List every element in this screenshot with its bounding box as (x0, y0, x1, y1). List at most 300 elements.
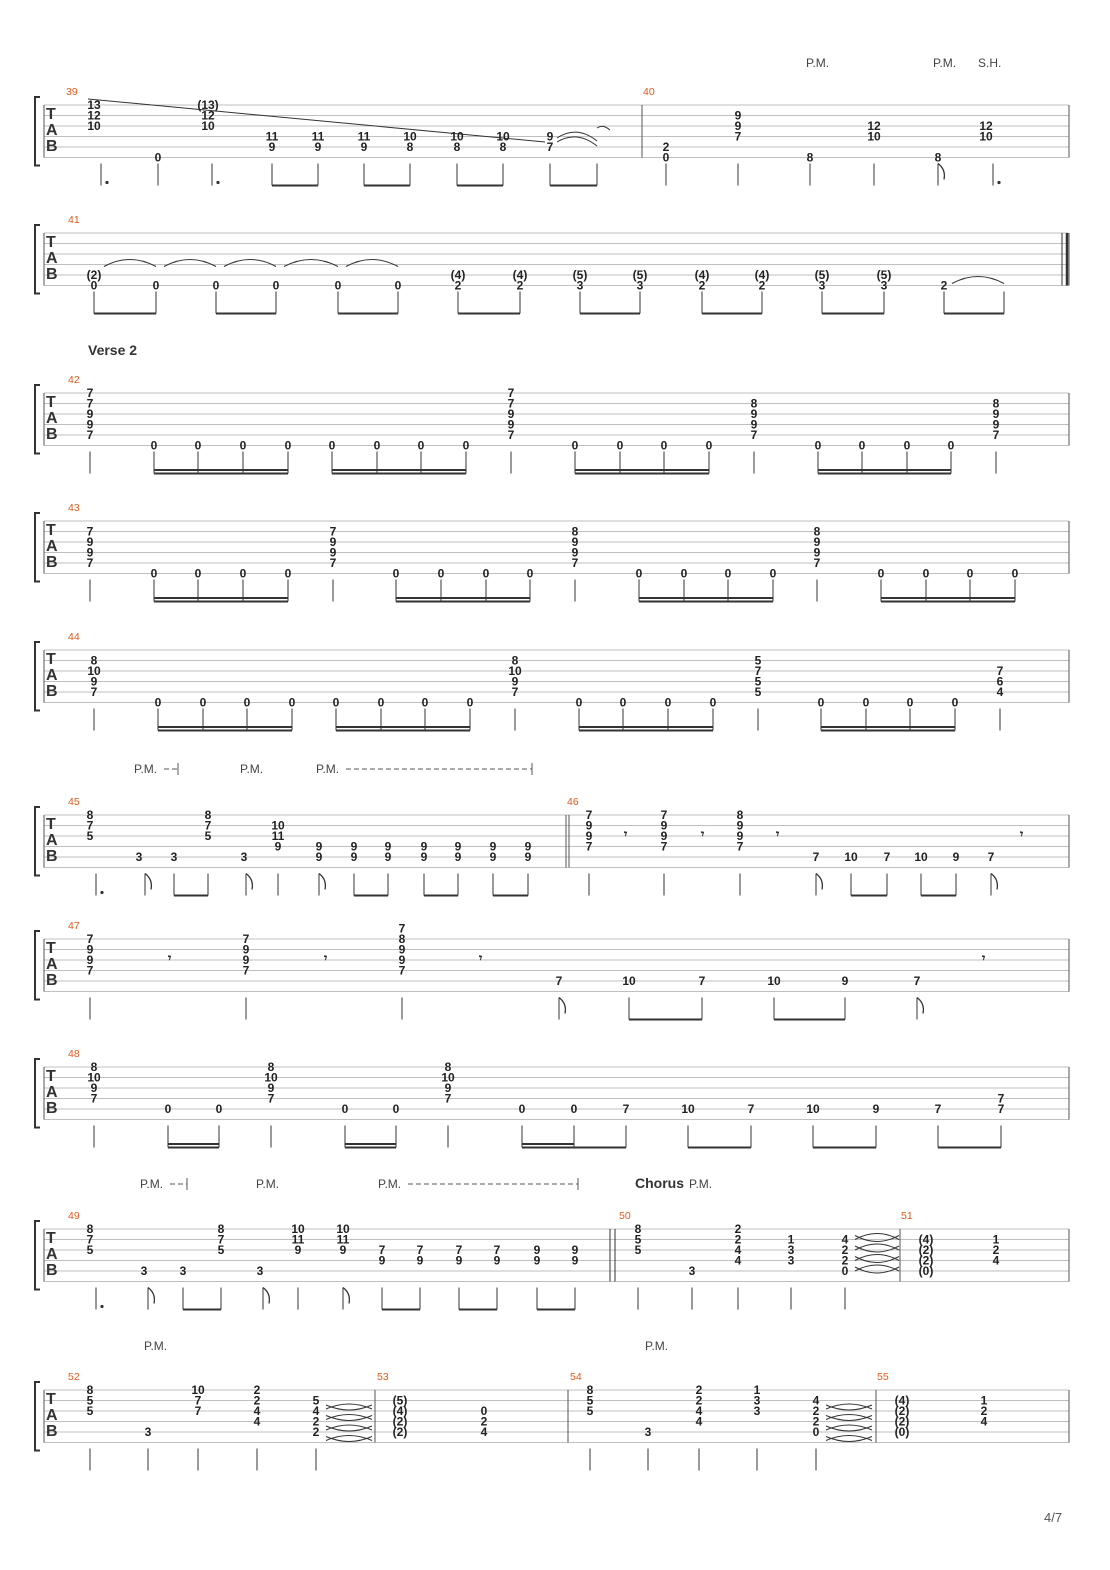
fret-number: 4 (253, 1404, 261, 1418)
fret-number: 2 (992, 1243, 1000, 1257)
fret-number: 7 (750, 428, 758, 442)
fret-number: 8 (267, 1060, 275, 1074)
fret-number: 10 (271, 818, 285, 833)
fret-number: 7 (204, 818, 212, 833)
fret-number: 10 (191, 1383, 205, 1397)
fret-number: 7 (555, 974, 563, 988)
fret-number: 9 (524, 839, 532, 854)
fret-number: 7 (913, 974, 921, 988)
fret-number: 2 (698, 278, 706, 293)
fret-number: 0 (152, 278, 160, 293)
fret-number: 9 (86, 953, 94, 967)
fret-number: 9 (750, 407, 758, 421)
tab-letter-a: A (46, 122, 58, 139)
fret-number: 0 (150, 438, 158, 453)
fret-number: 8 (86, 1383, 94, 1397)
fret-number: 0 (858, 438, 866, 453)
fret-number: 11 (265, 129, 279, 144)
fret-number: 9 (585, 829, 593, 843)
fret-number: 10 (87, 664, 101, 678)
fret-number: 0 (394, 278, 402, 293)
fret-number: 0 (194, 438, 202, 453)
fret-number: 0 (462, 438, 470, 453)
fret-number: 7 (754, 664, 762, 678)
fret-number: 2 (734, 1222, 742, 1236)
staff-bracket (35, 385, 40, 454)
fret-number: 3 (787, 1243, 795, 1257)
fret-number: 2 (695, 1383, 703, 1397)
fret-number: 3 (688, 1264, 696, 1278)
tie (952, 277, 1004, 284)
staff-bracket (35, 1059, 40, 1128)
palm-mute-label: P.M. (933, 56, 957, 70)
fret-number: 0 (526, 566, 534, 581)
fret-number: (5) (876, 268, 892, 282)
fret-number: 12 (201, 108, 215, 123)
fret-number: 10 (403, 129, 417, 144)
fret-number: 8 (406, 140, 414, 154)
palm-mute-label: P.M. (140, 1177, 164, 1191)
fret-number: 0 (215, 1102, 223, 1116)
tab-letter-b: B (46, 683, 58, 700)
tab-letter-t: T (46, 1391, 56, 1408)
tie (826, 1437, 872, 1442)
fret-number: 7 (493, 1243, 501, 1257)
fret-number: 2 (758, 278, 766, 293)
fret-number: 10 (336, 1222, 350, 1236)
dot (105, 181, 108, 184)
fret-number: 0 (570, 1102, 578, 1116)
fret-number: 3 (753, 1404, 761, 1418)
fret-number: 9 (872, 1102, 880, 1116)
tab-letter-a: A (46, 250, 58, 267)
fret-number: 2 (841, 1243, 849, 1257)
palm-mute-label: P.M. (240, 762, 264, 776)
fret-number: 4 (996, 685, 1004, 699)
fret-number: 2 (841, 1253, 849, 1268)
eighth-rest: 𝄾 (776, 827, 780, 841)
measure-number: 52 (68, 1371, 80, 1383)
fret-number: 10 (201, 119, 215, 133)
fret-number: 0 (814, 438, 822, 453)
measure-number: 45 (68, 796, 80, 808)
fret-number: 10 (622, 974, 636, 988)
fret-number: 7 (934, 1102, 942, 1116)
fret-number: 9 (533, 1253, 541, 1268)
staff-bracket (35, 642, 40, 711)
tab-letter-t: T (46, 1230, 56, 1247)
fret-number: 8 (571, 524, 579, 539)
fret-number: 0 (466, 695, 474, 710)
fret-number: 7 (455, 1243, 463, 1257)
fret-number: 9 (546, 129, 554, 144)
fret-number: 3 (644, 1425, 652, 1439)
fret-number: 7 (86, 396, 94, 411)
fret-number: 5 (754, 674, 762, 689)
fret-number: 2 (253, 1383, 261, 1397)
fret-number: 3 (240, 850, 248, 864)
eighth-rest: 𝄾 (168, 951, 172, 965)
fret-number: 9 (533, 1243, 541, 1257)
fret-number: 8 (204, 808, 212, 822)
fret-number: 7 (992, 428, 1000, 442)
fret-number: 10 (264, 1070, 278, 1085)
fret-number: (2) (894, 1404, 910, 1418)
tab-letter-t: T (46, 234, 56, 251)
tab-letter-t: T (46, 940, 56, 957)
fret-number: 10 (767, 974, 781, 988)
fret-number: 9 (329, 535, 337, 549)
fret-number: 8 (453, 140, 461, 154)
fret-number: 9 (314, 140, 322, 154)
fret-number: 0 (272, 278, 280, 293)
fret-number: 8 (217, 1222, 225, 1236)
fret-number: 10 (867, 129, 881, 144)
tab-letter-a: A (46, 1246, 58, 1263)
fret-number: 0 (239, 566, 247, 581)
fret-number: 9 (90, 674, 98, 689)
measure-number: 49 (68, 1210, 80, 1222)
fret-number: 4 (695, 1404, 703, 1418)
palm-mute-label: P.M. (316, 762, 340, 776)
fret-number: 9 (86, 417, 94, 432)
fret-number: (5) (632, 268, 648, 282)
fret-number: 7 (511, 685, 519, 699)
fret-number: (0) (894, 1425, 910, 1439)
fret-number: 9 (813, 545, 821, 560)
fret-number: 9 (378, 1253, 386, 1268)
fret-number: 0 (194, 566, 202, 581)
fret-number: 8 (444, 1060, 452, 1074)
fret-number: 4 (312, 1404, 320, 1418)
tab-letter-t: T (46, 651, 56, 668)
fret-number: 8 (398, 932, 406, 946)
fret-number: 7 (883, 850, 891, 864)
fret-number: 0 (680, 566, 688, 581)
fret-number: 9 (489, 850, 497, 864)
fret-number: 11 (357, 129, 371, 144)
note-flag (816, 874, 822, 890)
fret-number: 10 (508, 664, 522, 678)
tab-letter-b: B (46, 848, 58, 865)
fret-number: 0 (518, 1102, 526, 1116)
fret-number: 5 (586, 1404, 594, 1418)
fret-number: 7 (86, 1232, 94, 1247)
fret-number: 0 (922, 566, 930, 581)
tab-letter-b: B (46, 138, 58, 155)
fret-number: 9 (350, 839, 358, 854)
fret-number: 3 (140, 1264, 148, 1278)
fret-number: 0 (660, 438, 668, 453)
fret-number: 9 (571, 545, 579, 560)
tab-letter-b: B (46, 266, 58, 283)
fret-number: 9 (420, 850, 428, 864)
fret-number: 13 (87, 98, 101, 112)
fret-number: 0 (373, 438, 381, 453)
fret-number: 5 (754, 685, 762, 699)
fret-number: 0 (951, 695, 959, 710)
dot (997, 181, 1000, 184)
fret-number: 0 (817, 695, 825, 710)
fret-number: 2 (312, 1414, 320, 1429)
fret-number: 3 (256, 1264, 264, 1278)
fret-number: 9 (952, 850, 960, 864)
measure-number: 50 (619, 1210, 631, 1222)
slide-curve (557, 137, 597, 146)
fret-number: 0 (154, 150, 162, 165)
fret-number: (5) (392, 1393, 408, 1408)
fret-number: 7 (546, 140, 554, 154)
fret-number: 9 (571, 1253, 579, 1268)
fret-number: 0 (709, 695, 717, 710)
fret-number: 9 (524, 850, 532, 864)
fret-number: 9 (398, 953, 406, 967)
fret-number: 7 (747, 1102, 755, 1116)
fret-number: 7 (736, 839, 744, 854)
measure-number: 55 (877, 1371, 889, 1383)
fret-number: 9 (86, 545, 94, 560)
fret-number: 8 (934, 150, 942, 165)
fret-number: 2 (253, 1393, 261, 1408)
fret-number: 4 (695, 1414, 703, 1429)
fret-number: 0 (392, 566, 400, 581)
measure-number: 54 (570, 1371, 582, 1383)
fret-number: 0 (334, 278, 342, 293)
staff-bracket (35, 225, 40, 294)
fret-number: 7 (996, 664, 1004, 678)
fret-number: 9 (86, 942, 94, 957)
slide-curve (597, 126, 610, 130)
palm-mute-label: P.M. (645, 1339, 669, 1353)
fret-number: 7 (987, 850, 995, 864)
tab-letter-a: A (46, 538, 58, 555)
tab-letter-a: A (46, 410, 58, 427)
fret-number: 7 (660, 839, 668, 854)
fret-number: 11 (271, 829, 285, 843)
fret-number: 7 (86, 963, 94, 978)
fret-number: 9 (734, 119, 742, 133)
tie (326, 1425, 372, 1430)
tie (826, 1436, 872, 1441)
fret-number: 8 (586, 1383, 594, 1397)
section-chorus: Chorus (635, 1175, 684, 1191)
fret-number: 1 (992, 1232, 1000, 1247)
measure-number: 48 (68, 1048, 80, 1060)
fret-number: 10 (681, 1102, 695, 1116)
tie (104, 260, 156, 267)
fret-number: 9 (294, 1243, 302, 1257)
fret-number: 0 (421, 695, 429, 710)
fret-number: 9 (329, 545, 337, 560)
tie (826, 1415, 872, 1420)
fret-number: 0 (212, 278, 220, 293)
fret-number: 8 (86, 1222, 94, 1236)
measure-number: 42 (68, 374, 80, 386)
fret-number: 11 (311, 129, 325, 144)
measure-number: 44 (68, 631, 80, 643)
tab-letter-b: B (46, 972, 58, 989)
fret-number: 0 (164, 1102, 172, 1116)
fret-number: 12 (87, 108, 101, 123)
fret-number: 8 (499, 140, 507, 154)
fret-number: 7 (698, 974, 706, 988)
fret-number: 5 (86, 1404, 94, 1418)
measure-number: 43 (68, 502, 80, 514)
fret-number: (4) (512, 268, 528, 282)
measure-number: 40 (643, 86, 655, 98)
fret-number: 9 (420, 839, 428, 854)
tie (826, 1405, 872, 1410)
staff-bracket (35, 97, 40, 166)
fret-number: 9 (736, 829, 744, 843)
fret-number: 10 (441, 1070, 455, 1085)
tab-letter-a: A (46, 667, 58, 684)
tab-letter-t: T (46, 1068, 56, 1085)
fret-number: 0 (341, 1102, 349, 1116)
fret-number: 7 (622, 1102, 630, 1116)
fret-number: 9 (384, 850, 392, 864)
fret-number: 7 (813, 556, 821, 570)
fret-number: 0 (662, 150, 670, 165)
fret-number: 9 (416, 1253, 424, 1268)
fret-number: 4 (480, 1425, 488, 1439)
fret-number: 0 (90, 278, 98, 293)
fret-number: 0 (154, 695, 162, 710)
fret-number: 4 (841, 1232, 849, 1247)
fret-number: 0 (705, 438, 713, 453)
fret-number: 5 (217, 1243, 225, 1257)
fret-number: 0 (284, 438, 292, 453)
fret-number: 9 (455, 1253, 463, 1268)
fret-number: 0 (862, 695, 870, 710)
fret-number: 0 (480, 1404, 488, 1418)
fret-number: 12 (867, 119, 881, 133)
fret-number: 3 (576, 278, 584, 293)
fret-number: 7 (194, 1393, 202, 1408)
tab-letter-t: T (46, 522, 56, 539)
tie (326, 1426, 372, 1431)
tab-letter-t: T (46, 106, 56, 123)
eighth-rest: 𝄾 (1020, 827, 1024, 841)
fret-number: 2 (734, 1232, 742, 1247)
fret-number: 10 (291, 1222, 305, 1236)
fret-number: 9 (750, 417, 758, 432)
fret-number: 5 (86, 1243, 94, 1257)
fret-number: 8 (750, 396, 758, 411)
fret-number: 9 (992, 407, 1000, 421)
fret-number: 2 (516, 278, 524, 293)
tab-letter-b: B (46, 426, 58, 443)
tab-letter-a: A (46, 1084, 58, 1101)
tab-letter-b: B (46, 554, 58, 571)
tab-letter-b: B (46, 1262, 58, 1279)
fret-number: 2 (480, 1414, 488, 1429)
fret-number: 7 (242, 963, 250, 978)
fret-number: 7 (86, 556, 94, 570)
fret-number: 6 (996, 674, 1004, 689)
fret-number: 4 (992, 1253, 1000, 1268)
fret-number: (13) (197, 98, 219, 112)
fret-number: 0 (906, 695, 914, 710)
fret-number: 9 (444, 1081, 452, 1095)
tab-letter-a: A (46, 832, 58, 849)
tie (826, 1426, 872, 1431)
tab-letter-b: B (46, 1423, 58, 1440)
measure-number: 46 (567, 796, 579, 808)
fret-number: 7 (571, 556, 579, 570)
fret-number: 9 (454, 850, 462, 864)
measure-number: 53 (377, 1371, 389, 1383)
fret-number: 7 (585, 808, 593, 822)
fret-number: 7 (398, 921, 406, 936)
fret-number: 0 (332, 695, 340, 710)
fret-number: 7 (507, 386, 515, 400)
fret-number: (4) (694, 268, 710, 282)
fret-number: (4) (392, 1404, 408, 1418)
fret-number: 0 (150, 566, 158, 581)
fret-number: 2 (812, 1404, 820, 1418)
palm-mute-label: P.M. (144, 1339, 168, 1353)
fret-number: 3 (179, 1264, 187, 1278)
palm-mute-label: P.M. (134, 762, 158, 776)
fret-number: 8 (90, 1060, 98, 1074)
fret-number: 0 (243, 695, 251, 710)
palm-mute-label: P.M. (806, 56, 830, 70)
fret-number: 0 (199, 695, 207, 710)
fret-number: 10 (806, 1102, 820, 1116)
fret-number: 0 (328, 438, 336, 453)
fret-number: 3 (880, 278, 888, 293)
fret-number: 8 (634, 1222, 642, 1236)
fret-number: 9 (315, 839, 323, 854)
tab-letter-a: A (46, 1407, 58, 1424)
tie (164, 260, 216, 267)
fret-number: 0 (724, 566, 732, 581)
fret-number: 5 (204, 829, 212, 843)
fret-number: 9 (660, 829, 668, 843)
fret-number: 10 (914, 850, 928, 864)
fret-number: 5 (634, 1243, 642, 1257)
tie (284, 260, 338, 267)
palm-mute-label: P.M. (256, 1177, 280, 1191)
staff-bracket (35, 1221, 40, 1290)
fret-number: 9 (734, 108, 742, 123)
measure-number: 51 (901, 1210, 913, 1222)
fret-number: 0 (616, 438, 624, 453)
fret-number: 7 (217, 1232, 225, 1247)
fret-number: 8 (992, 396, 1000, 411)
fret-number: 9 (86, 407, 94, 421)
fret-number: 9 (86, 535, 94, 549)
measure-number: 41 (68, 214, 80, 226)
fret-number: 9 (90, 1081, 98, 1095)
fret-number: 3 (135, 850, 143, 864)
fret-number: 7 (86, 932, 94, 946)
fret-number: (2) (86, 268, 102, 282)
note-flag (145, 874, 151, 890)
eighth-rest: 𝄾 (479, 951, 483, 965)
fret-number: 7 (329, 524, 337, 539)
palm-mute-label: P.M. (689, 1177, 713, 1191)
fret-number: 7 (86, 428, 94, 442)
fret-number: 9 (571, 535, 579, 549)
note-flag (343, 1288, 349, 1304)
fret-number: 9 (339, 1243, 347, 1257)
note-flag (938, 164, 944, 180)
fret-number: 4 (980, 1414, 988, 1429)
fret-number: 2 (312, 1425, 320, 1439)
fret-number: 9 (841, 974, 849, 988)
